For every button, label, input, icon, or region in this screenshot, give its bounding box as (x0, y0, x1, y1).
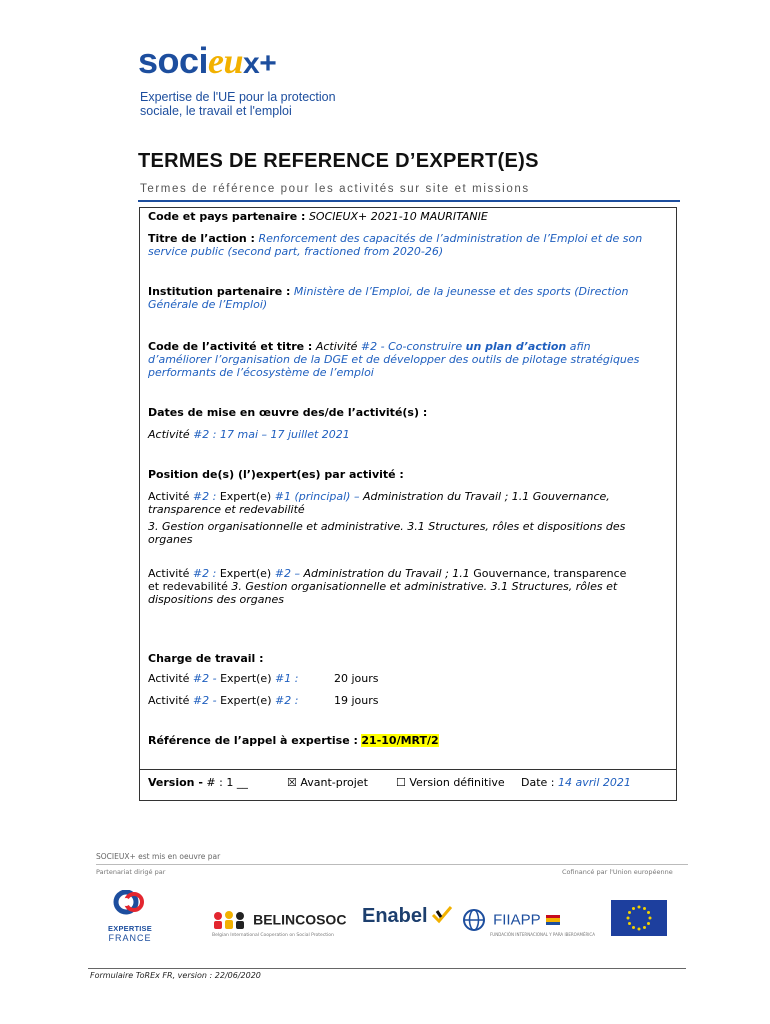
dates-field (148, 428, 350, 442)
pos2-domain-tail: Gouvernance, transparence (473, 567, 627, 580)
logo-tagline-2: sociale, le travail et l'emploi (140, 104, 292, 118)
enabel-swoosh-icon (431, 905, 453, 927)
partners-divider (96, 864, 688, 865)
workload-activity: Activité (148, 672, 190, 685)
position-expert1-line3: 3. Gestion organisationnelle et administrative. 3.1 Structures, rôles et dispositions des (148, 520, 626, 533)
activity-plan-emphasis: un plan d’action (465, 340, 567, 353)
dates-value: #2 : 17 mai – 17 juillet 2021 (193, 428, 350, 441)
page-title: TERMES DE REFERENCE D’EXPERT(E)S (138, 150, 539, 172)
draft-checkbox[interactable] (287, 776, 368, 790)
action-title-label: Titre de l’action : (148, 232, 255, 245)
activity-title-line3: performants de l’écosystème de l’emploi (148, 366, 374, 379)
expertise-france-emblem-icon (104, 890, 156, 920)
fiiapp-flag-icon (546, 915, 560, 925)
institution-value-line2: Générale de l’Emploi) (148, 298, 268, 311)
logo-text-xplus: x+ (243, 47, 277, 80)
dates-prefix: Activité (148, 428, 190, 441)
checked-box-icon[interactable]: ☒ (287, 776, 297, 789)
date-label: Date : (521, 776, 555, 789)
enabel-text: Enabel (362, 905, 428, 927)
fiiapp-logo (462, 908, 560, 932)
partners-label: Partenariat dirigé par (96, 868, 166, 876)
workload-activity-num: #2 - (192, 672, 217, 685)
pos2-activity: Activité (148, 567, 190, 580)
fiiapp-globe-icon (462, 908, 488, 932)
pos1-expert: Expert(e) (219, 490, 272, 503)
workload-expert-num: #1 : (275, 672, 299, 685)
version-value: # : 1 __ (206, 776, 248, 789)
pos2-line2-a: et redevabilité (148, 580, 228, 593)
partner-code-label: Code et pays partenaire : (148, 210, 306, 223)
activity-title-line2: d’améliorer l’organisation de la DGE et de développer des outils de pilotage stratégiques (148, 353, 640, 366)
pos1-expert-num: #1 (principal) – (274, 490, 360, 503)
position-expert2-line3: dispositions des organes (148, 593, 284, 606)
position-label: Position de(s) (l’)expert(es) par activité : (148, 468, 404, 481)
socieux-logo (138, 40, 276, 82)
date-field (521, 776, 631, 790)
position-expert2-line2 (148, 580, 617, 594)
implemented-by-text: SOCIEUX+ est mis en oeuvre par (96, 852, 221, 861)
final-checkbox-label: Version définitive (409, 776, 505, 789)
expertise-france-logo (104, 890, 156, 943)
title-underline (138, 200, 680, 202)
position-expert1-line4: organes (148, 533, 193, 546)
workload-row (148, 694, 298, 708)
position-expert1-line1 (148, 490, 670, 504)
draft-checkbox-label: Avant-projet (300, 776, 368, 789)
version-field (148, 776, 248, 790)
workload-expert: Expert(e) (220, 672, 272, 685)
version-label: Version - (148, 776, 203, 789)
workload-activity-num: #2 - (192, 694, 217, 707)
pos2-expert: Expert(e) (219, 567, 272, 580)
partner-code-field (148, 210, 488, 224)
enabel-logo (362, 905, 453, 928)
date-value: 14 avril 2021 (558, 776, 631, 789)
institution-label: Institution partenaire : (148, 285, 291, 298)
pos2-expert-num: #2 – (274, 567, 300, 580)
workload-activity: Activité (148, 694, 190, 707)
position-expert1-line2: transparence et redevabilité (148, 503, 305, 516)
eu-flag-icon (611, 900, 667, 936)
activity-rest: afin (569, 340, 591, 353)
pos1-activity: Activité (148, 490, 190, 503)
workload-days: 19 jours (334, 694, 379, 707)
action-title-field (148, 232, 642, 246)
activity-code-field (148, 340, 591, 354)
pos2-domain: Administration du Travail ; 1.1 (303, 567, 470, 580)
belincosoc-text: BELINCOSOC (253, 911, 347, 928)
workload-days: 20 jours (334, 672, 379, 685)
position-expert2-line1 (148, 567, 626, 581)
logo-text-soci: soci (138, 40, 209, 81)
dates-label: Dates de mise en œuvre des/de l’activité(s) : (148, 406, 428, 419)
reference-value: 21-10/MRT/2 (361, 734, 439, 747)
reference-field (148, 734, 439, 748)
pos1-activity-num: #2 : (192, 490, 217, 503)
workload-expert: Expert(e) (220, 694, 272, 707)
action-title-value-line2: service public (second part, fractioned from 2020-26) (148, 245, 444, 258)
expertise-france-text-2: FRANCE (108, 933, 152, 943)
footer-form-version: Formulaire ToREx FR, version : 22/06/2020 (90, 971, 261, 980)
footer-rule (88, 968, 686, 969)
action-title-value: Renforcement des capacités de l’administration de l’Emploi et de son (258, 232, 643, 245)
institution-field (148, 285, 628, 299)
belincosoc-logo (212, 909, 346, 930)
activity-number: #2 - Co-construire (360, 340, 463, 353)
workload-expert-num: #2 : (275, 694, 299, 707)
fiiapp-subtitle: FUNDACIÓN INTERNACIONAL Y PARA IBEROAMÉRICA (490, 932, 595, 937)
box-divider (139, 769, 677, 770)
belincosoc-subtitle: Belgian International Cooperation on Social Protection (212, 933, 334, 938)
pos1-domain: Administration du Travail ; 1.1 Gouvernance, (362, 490, 610, 503)
logo-text-eu: eu (208, 41, 244, 81)
page-subtitle: Termes de référence pour les activités sur site et missions (140, 183, 530, 195)
expertise-france-text-1: EXPERTISE (108, 924, 152, 933)
pos2-activity-num: #2 : (192, 567, 217, 580)
workload-row (148, 672, 298, 686)
unchecked-box-icon[interactable]: ☐ (396, 776, 406, 789)
final-checkbox[interactable] (396, 776, 505, 790)
institution-value: Ministère de l’Emploi, de la jeunesse et des sports (Direction (293, 285, 629, 298)
eu-flag (611, 900, 667, 940)
activity-prefix: Activité (315, 340, 358, 353)
belincosoc-people-icon (212, 910, 248, 930)
workload-label: Charge de travail : (148, 652, 264, 665)
partner-code-value: SOCIEUX+ 2021-10 MAURITANIE (308, 210, 488, 223)
fiiapp-text: FIIAPP (493, 911, 541, 929)
pos2-line2-b: 3. Gestion organisationnelle et administrative. 3.1 Structures, rôles et (231, 580, 618, 593)
activity-code-label: Code de l’activité et titre : (148, 340, 313, 353)
reference-label: Référence de l’appel à expertise : (148, 734, 358, 747)
logo-tagline-1: Expertise de l'UE pour la protection (140, 90, 336, 104)
cofunded-label: Cofinancé par l'Union européenne (562, 868, 673, 876)
